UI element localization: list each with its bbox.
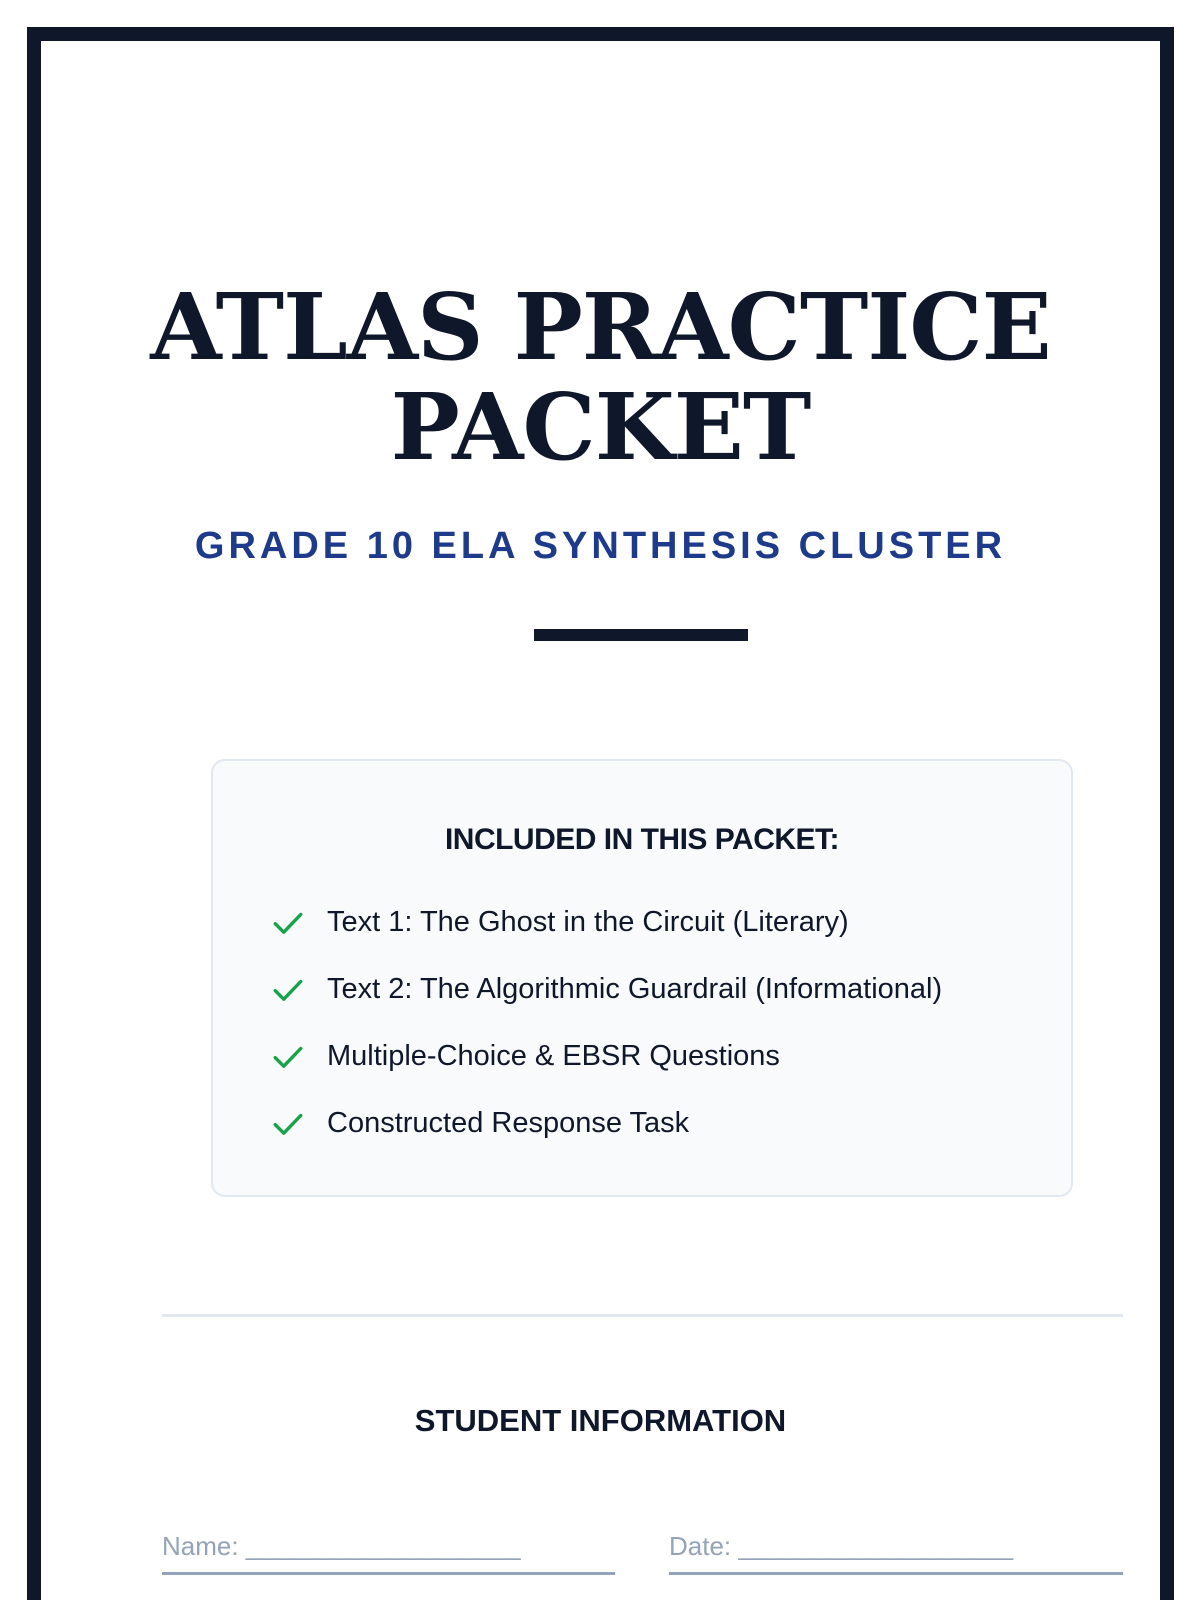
check-icon — [271, 973, 305, 1007]
list-item-label: Multiple-Choice & EBSR Questions — [327, 1040, 780, 1072]
check-icon — [271, 906, 305, 940]
title-line-1: ATLAS PRACTICE — [150, 273, 1051, 381]
date-field[interactable]: Date: ___________________ — [669, 1531, 1123, 1575]
name-field[interactable]: Name: ___________________ — [162, 1531, 615, 1575]
list-item — [271, 956, 942, 1023]
section-divider — [162, 1314, 1123, 1317]
title-divider — [534, 629, 748, 641]
page-subtitle: GRADE 10 ELA SYNTHESIS CLUSTER — [194, 525, 1007, 567]
list-item — [271, 889, 942, 956]
list-item-label: Text 1: The Ghost in the Circuit (Literary) — [327, 906, 849, 938]
page-title — [41, 273, 1160, 481]
list-item-label: Text 2: The Algorithmic Guardrail (Informational) — [327, 973, 943, 1005]
contents-list — [271, 889, 942, 1157]
list-item — [271, 1023, 942, 1090]
packet-contents-box — [211, 759, 1073, 1197]
check-icon — [271, 1040, 305, 1074]
student-info-heading: STUDENT INFORMATION — [414, 1403, 787, 1438]
contents-heading: INCLUDED IN THIS PACKET: — [444, 823, 840, 856]
page-frame — [27, 27, 1174, 1600]
check-icon — [271, 1107, 305, 1141]
list-item-label: Constructed Response Task — [327, 1107, 690, 1139]
list-item — [271, 1090, 942, 1157]
title-line-2: PACKET — [390, 373, 811, 481]
